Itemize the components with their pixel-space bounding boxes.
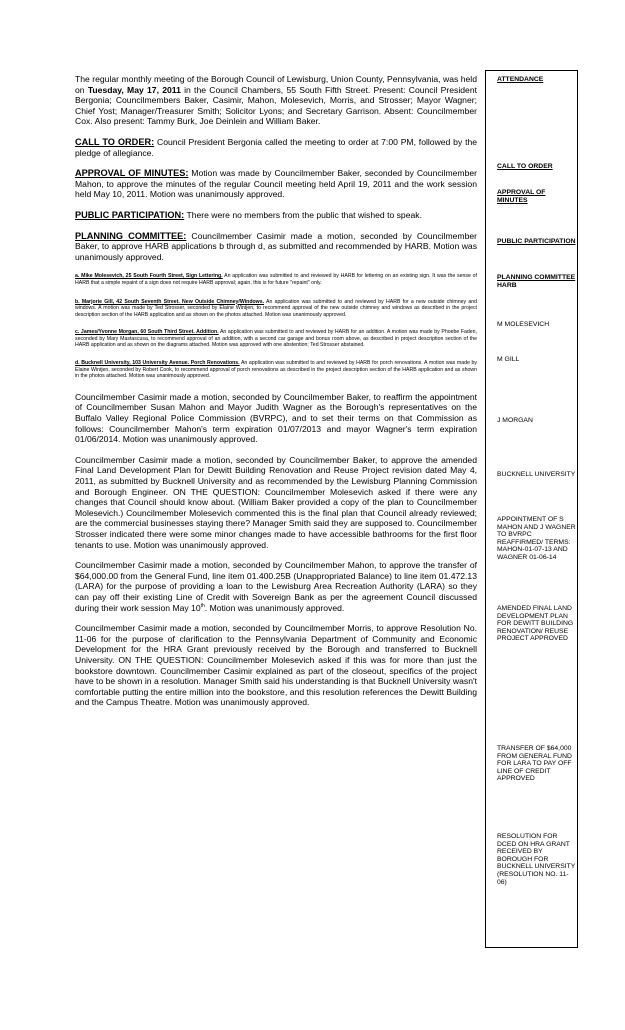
- approval-minutes-heading: APPROVAL OF MINUTES:: [75, 168, 189, 179]
- margin-resolution: RESOLUTION FOR DCED ON HRA GRANT RECEIVED BY BOROUGH FOR BUCKNELL UNIVERSITY (RESOLUTION NO. 11-06): [497, 833, 576, 886]
- margin-call-to-order: CALL TO ORDER: [497, 163, 553, 170]
- approval-minutes-text: Motion was made by Councilmember Baker, seconded by Councilmember Mahon, to approve the minutes of the regular Council meeting held April 19, 2011 and the work session held May 10, 2011. Motion was unanimously approved.: [75, 168, 477, 200]
- margin-planning-committee-label: PLANNING COMMITTEE: [497, 274, 576, 281]
- harb-item-d: [75, 360, 477, 380]
- harb-item-b-heading: b. Marjorie Gill, 42 South Seventh Street. New Outside Chimney/Windows.: [75, 298, 265, 305]
- minutes-body: [75, 74, 477, 718]
- public-participation-text: There were no members from the public that wished to speak.: [184, 209, 422, 220]
- harb-item-c: [75, 329, 477, 349]
- police-commission-paragraph: Councilmember Casimir made a motion, seconded by Councilmember Baker, to reaffirm the appointment of Councilmember Susan Mahon and Mayor Judith Wagner as the Borough's representatives on the Buffalo Valley Regional Police Commission (BVRPC), and to set their terms on that Commission as follows: Councilmember Mahon's term expiration 01/07/2013 and mayor Wagner's term expiration 01/06/2014. Motion was unanimously approved.: [75, 391, 477, 445]
- margin-attendance: ATTENDANCE: [497, 76, 544, 83]
- public-participation-heading: PUBLIC PARTICIPATION:: [75, 209, 185, 220]
- harb-item-d-text: An application was submitted to and reviewed by HARB for porch renovations. A motion was made by Elaine Wintjen, seconded by Robert Cook, to recommend approval of porch renovations as described in the project description section of the HARB application and as shown in the photos attached. Motion was unanimously approved.: [75, 360, 478, 380]
- resolution-paragraph: Councilmember Casimir made a motion, seconded by Councilmember Morris, to approve Resolution No. 11-06 for the purpose of clarification to the Pennsylvania Department of Community and Economic Development for the HRA Grant previously received by the Borough and transferred to Bucknell University. ON THE QUESTION: Councilmember Molesevich asked if this was for more than just the bookstore downtown. Councilmember Casimir explained as part of the closeout, specifics of the project have to be shown in a resolution. Manager Smith said his understanding is that Bucknell University wasn't comfortable putting the entire million into the bookstore, and this resolution references the Dewitt Building and the Campus Theatre. Motion was unanimously approved.: [75, 623, 477, 708]
- margin-dewitt-plan: AMENDED FINAL LAND DEVELOPMENT PLAN FOR DEWITT BUILDING RENOVATION/ REUSE PROJECT APPROVED: [497, 605, 574, 643]
- call-to-order-text: Council President Bergonia called the meeting to order at 7:00 PM, followed by the pledge of allegiance.: [75, 136, 478, 158]
- lara-transfer-superscript: th: [200, 602, 205, 609]
- harb-item-b-text: An application was submitted to and reviewed by HARB for a new outside chimney and windows. A motion was made by Ted Strosser, seconded by Elaine Wintjen, to recommend approval of the new outside chimney and windows as described in the project description section of the HARB application and as shown on the photos attached. Motion was unanimously approved.: [75, 298, 477, 318]
- margin-public-participation: PUBLIC PARTICIPATION: [497, 238, 576, 245]
- public-participation-paragraph: [75, 210, 477, 221]
- planning-committee-paragraph: [75, 231, 477, 263]
- call-to-order-heading: CALL TO ORDER:: [75, 136, 155, 147]
- call-to-order-paragraph: [75, 137, 477, 158]
- harb-item-a: [75, 273, 477, 286]
- margin-bucknell: BUCKNELL UNIVERSITY: [497, 471, 576, 478]
- harb-item-d-heading: d. Bucknell University, 103 University Avenue. Porch Renovations.: [75, 360, 240, 367]
- lara-transfer-text-2: . Motion was unanimously approved.: [204, 602, 345, 613]
- margin-approval-minutes: APPROVAL OF MINUTES: [497, 189, 546, 204]
- intro-paragraph: [75, 74, 477, 127]
- harb-item-a-text: An application was submitted to and reviewed by HARB for lettering on an existing sign. It was the sense of HARB that a simple repaint of a sign does not require HARB approval; again, this is for future "repaint" only.: [75, 273, 477, 286]
- margin-molesevich: M MOLESEVICH: [497, 321, 550, 328]
- margin-morgan: J MORGAN: [497, 417, 533, 424]
- margin-notes-column: [485, 70, 578, 948]
- approval-minutes-paragraph: [75, 168, 477, 200]
- lara-transfer-paragraph: [75, 560, 477, 613]
- margin-harb-label: HARB: [497, 281, 517, 289]
- planning-committee-text: Councilmember Casimir made a motion, seconded by Councilmember Baker, to approve HARB applications b through d, as submitted and recommended by HARB. Motion was unanimously approved.: [75, 230, 477, 262]
- intro-text-2: in the Council Chambers, 55 South Fifth Street. Present: Council President Bergonia; Councilmembers Baker, Casimir, Mahon, Molesevich, Morris, and Strosser; Mayor Wagner; Chief Yost; Manager/Treasurer Smith; Solicitor Lyons; and Secretary Garrison. Absent: Councilmember Cox. Also present: Tammy Burk, Joe Deinlein and William Baker.: [75, 84, 477, 127]
- harb-item-c-heading: c. James/Yvonne Morgan, 60 South Third Street. Addition.: [75, 329, 219, 336]
- margin-gill: M GILL: [497, 356, 520, 363]
- dewitt-plan-paragraph: Councilmember Casimir made a motion, seconded by Councilmember Baker, to approve the amended Final Land Development Plan for Dewitt Building Renovation and Reuse Project revision dated May 4, 2011, as submitted by Bucknell University and as recommended by the Lewisburg Planning Commission and Borough Engineer. ON THE QUESTION: Councilmember Molesevich asked if there were any changes that Council should know about. (William Baker provided a copy of the plan to Councilmember Molesevich.) Councilmember Molesevich commented this is the final plan that Council already reviewed; are the commercial businesses staying there? Manager Smith said they are supposed to. Councilmember Strosser indicated there were some minor changes made to have accessible bathrooms for the first floor tenants to use. Motion was unanimously approved.: [75, 454, 477, 550]
- margin-lara-transfer: TRANSFER OF $64,000 FROM GENERAL FUND FOR LARA TO PAY OFF LINE OF CREDIT APPROVED: [497, 745, 572, 783]
- intro-text-1: The regular monthly meeting of the Borough Council of Lewisburg, Union County, Pennsylvania, was held on: [75, 74, 477, 95]
- lara-transfer-text-1: Councilmember Casimir made a motion, seconded by Councilmember Mahon, to approve the transfer of $64,000.00 from the General Fund, line item 01.400.25B (Unappropriated Balance) to line item 01.472.13 (LARA) for the purpose of providing a loan to the Lewisburg Area Recreation Authority (LARA) so they can pay off their existing Line of Credit with Sovereign Bank as per the agreement Council discussed during their work session May 10: [75, 560, 477, 613]
- harb-item-b: [75, 299, 477, 319]
- meeting-date: Tuesday, May 17, 2011: [87, 84, 181, 95]
- margin-police-appointment: APPOINTMENT OF S MAHON AND J WAGNER TO BVRPC REAFFIRMED/ TERMS: MAHON-01-07-13 AND WAGNER 01-06-14: [497, 516, 576, 561]
- margin-planning-committee: [497, 274, 577, 289]
- harb-item-a-heading: a. Mike Molesevich, 25 South Fourth Street, Sign Lettering.: [75, 273, 223, 280]
- harb-item-c-text: An application was submitted to and reviewed by HARB for an addition. A motion was made by Phoebe Faden, seconded by Mary Mastascusa, to recommend approval of an addition, with a second car garage and bonus room above, as described in project description section of the HARB application and as shown on the diagrams attached. Motion was approved with one abstention; Ted Strosser abstained.: [75, 329, 477, 349]
- planning-committee-heading: PLANNING COMMITTEE:: [75, 230, 187, 241]
